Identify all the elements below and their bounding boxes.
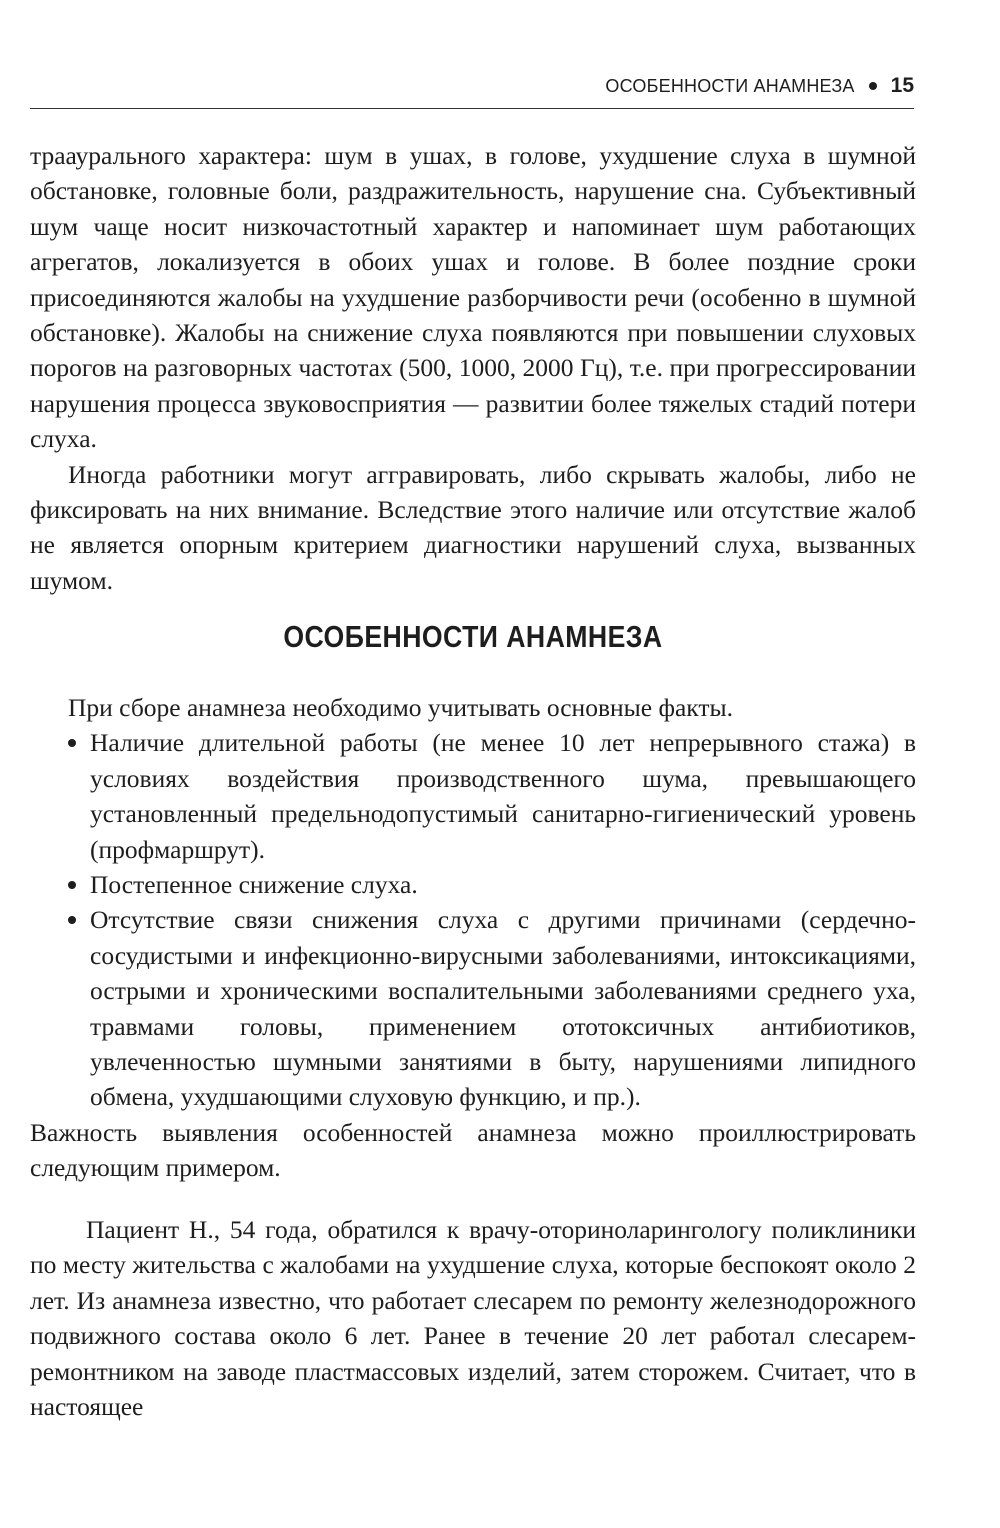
- bullet-icon: [68, 916, 76, 924]
- list-item: [30, 867, 916, 902]
- section-closing: Важность выявления особенностей анамнеза можно проиллюстрировать следующим примером.: [30, 1117, 916, 1183]
- bullet-icon: [68, 881, 76, 889]
- case-paragraph: Пациент Н., 54 года, обратился к врачу-оториноларингологу поликлиники по месту жительства с жалобами на ухудшение слуха, которые беспокоят около 2 лет. Из анамнеза известно, что работает слесарем по ремонту железнодорожного подвижного состава около 6 лет. Ранее в течение 20 лет работал слесарем-ремонтником на заводе пластмассовых изделий, затем сторожем. Считает, что в настоящее: [30, 1215, 916, 1422]
- section-lead: При сборе анамнеза необходимо учитывать основные факты.: [68, 693, 734, 722]
- intro-text: [30, 138, 916, 598]
- list-item-text: Постепенное снижение слуха.: [90, 870, 418, 900]
- section-heading: ОСОБЕННОСТИ АНАМНЕЗА: [283, 619, 663, 654]
- intro-paragraph-2: Иногда работники могут аггравировать, либо скрывать жалобы, либо не фиксировать на них внимание. Вследствие этого наличие или отсутствие жалоб не является опорным критерием диагностики нарушений слуха, вызванных шумом.: [30, 459, 916, 595]
- page-number: 15: [890, 74, 914, 97]
- section-body: [30, 690, 916, 1186]
- bullet-list: [30, 725, 916, 1114]
- bullet-separator-icon: [869, 82, 877, 90]
- list-item: [30, 902, 916, 1114]
- bullet-icon: [68, 739, 76, 747]
- list-item-text: Наличие длительной работы (не менее 10 лет непрерывного стажа) в условиях воздействия производственного шума, превышающего установленный предельнодопустимый санитарно-гигиенический уровень (профмаршрут).: [90, 728, 916, 864]
- intro-paragraph-1: трааурального характера: шум в ушах, в голове, ухудшение слуха в шумной обстановке, головные боли, раздражительность, нарушение сна. Субъективный шум чаще носит низкочастотный характер и напоминает шум работающих агрегатов, локализуется в обоих ушах и голове. В более поздние сроки присоединяются жалобы на ухудшение разборчивости речи (особенно в шумной обстановке). Жалобы на снижение слуха появляются при повышении слуховых порогов на разговорных частотах (500, 1000, 2000 Гц), т.е. при прогрессировании нарушения процесса звуковосприятия — развитии более тяжелых стадий потери слуха.: [30, 141, 916, 454]
- case-example: [30, 1212, 916, 1424]
- list-item: [30, 725, 916, 867]
- running-title: ОСОБЕННОСТИ АНАМНЕЗА: [605, 76, 855, 96]
- running-head: [30, 74, 914, 109]
- list-item-text: Отсутствие связи снижения слуха с другими причинами (сердечно-сосудистыми и инфекционно-вирусными заболеваниями, интоксикациями, острыми и хроническими воспалительными заболеваниями среднего уха, травмами головы, применением ототоксичных антибиотиков, увлеченностью шумными занятиями в быту, нарушениями липидного обмена, ухудшающими слуховую функцию, и пр.).: [90, 905, 916, 1112]
